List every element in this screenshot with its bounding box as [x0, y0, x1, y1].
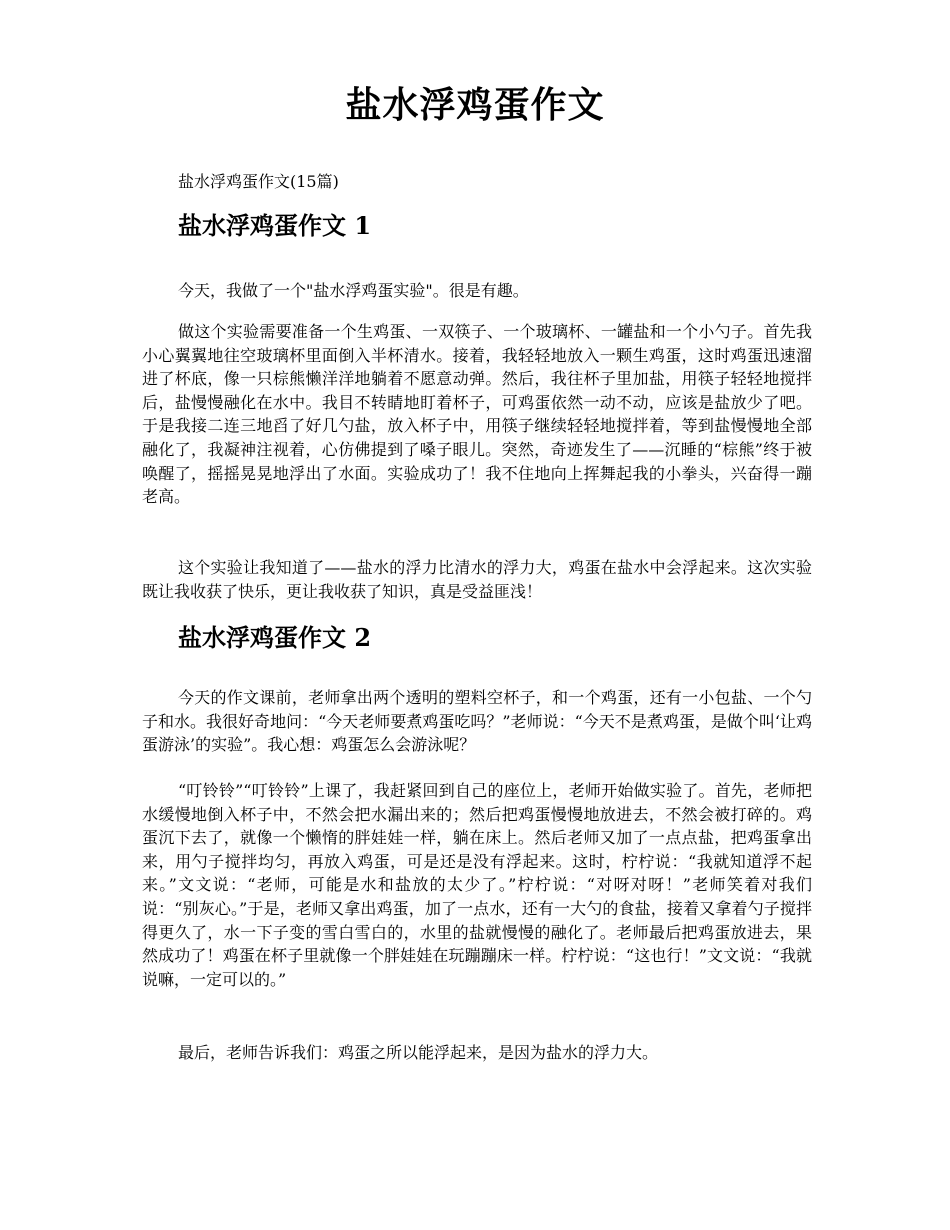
paragraph: “叮铃铃”“叮铃铃”上课了，我赶紧回到自己的座位上，老师开始做实验了。首先，老师把水缓慢地倒入杯子中，不然会把水漏出来的；然后把鸡蛋慢慢地放进去，不然会被打碎的。鸡蛋沉下去了，就像一个懒惰的胖娃娃一样，躺在床上。然后老师又加了一点点盐，把鸡蛋拿出来，用勺子搅拌均匀，再放入鸡蛋，可是还是没有浮起来。这时，柠柠说：“我就知道浮不起来。”文文说：“老师，可能是水和盐放的太少了。”柠柠说：“对呀对呀！”老师笑着对我们说：“别灰心。”于是，老师又拿出鸡蛋，加了一点水，还有一大勺的食盐，接着又拿着勺子搅拌得更久了，水一下子变的雪白雪白的，水里的盐就慢慢的融化了。老师最后把鸡蛋放进去，果然成功了！鸡蛋在杯子里就像一个胖娃娃在玩蹦蹦床一样。柠柠说：“这也行！”文文说：“我就说嘛，一定可以的。” — [142, 781, 812, 989]
section-heading-2: 盐水浮鸡蛋作文 2 — [178, 623, 372, 652]
document-subtitle: 盐水浮鸡蛋作文(15篇) — [178, 172, 339, 191]
paragraph: 今天，我做了一个"盐水浮鸡蛋实验"。很是有趣。 — [178, 281, 529, 300]
paragraph: 最后，老师告诉我们：鸡蛋之所以能浮起来，是因为盐水的浮力大。 — [178, 1043, 659, 1062]
paragraph: 做这个实验需要准备一个生鸡蛋、一双筷子、一个玻璃杯、一罐盐和一个小勺子。首先我小心翼翼地往空玻璃杯里面倒入半杯清水。接着，我轻轻地放入一颗生鸡蛋，这时鸡蛋迅速溜进了杯底，像一只棕熊懒洋洋地躺着不愿意动弹。然后，我往杯子里加盐，用筷子轻轻地搅拌后，盐慢慢融化在水中。我目不转睛地盯着杯子，可鸡蛋依然一动不动，应该是盐放少了吧。于是我接二连三地舀了好几勺盐，放入杯子中，用筷子继续轻轻地搅拌着，等到盐慢慢地全部融化了，我凝神注视着，心仿佛提到了嗓子眼儿。突然，奇迹发生了——沉睡的“棕熊”终于被唤醒了，摇摇晃晃地浮出了水面。实验成功了！我不住地向上挥舞起我的小拳头，兴奋得一蹦老高。 — [142, 322, 812, 507]
section-heading-1: 盐水浮鸡蛋作文 1 — [178, 211, 372, 240]
paragraph: 今天的作文课前，老师拿出两个透明的塑料空杯子，和一个鸡蛋，还有一小包盐、一个勺子和水。我很好奇地问：“今天老师要煮鸡蛋吃吗？”老师说：“今天不是煮鸡蛋，是做个叫‘让鸡蛋游泳’的实验”。我心想：鸡蛋怎么会游泳呢？ — [142, 688, 812, 755]
document-title: 盐水浮鸡蛋作文 — [345, 84, 605, 126]
paragraph: 这个实验让我知道了——盐水的浮力比清水的浮力大，鸡蛋在盐水中会浮起来。这次实验既让我收获了快乐，更让我收获了知识，真是受益匪浅！ — [142, 558, 812, 601]
